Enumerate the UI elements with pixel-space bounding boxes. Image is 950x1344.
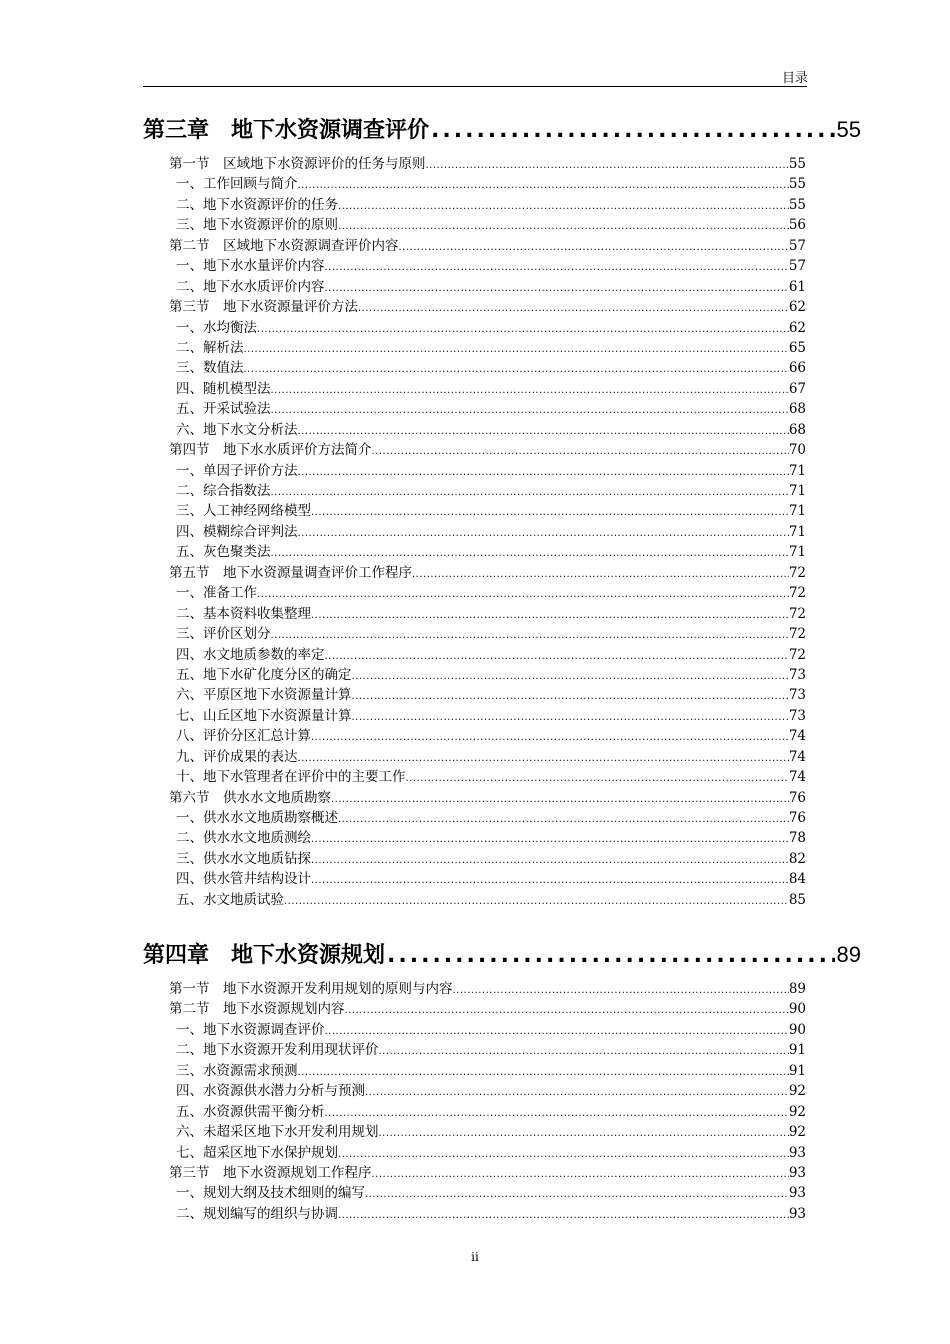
toc-item-entry[interactable] (169, 767, 806, 787)
entry-label: 二、供水水文地质测绘 (176, 830, 311, 847)
toc-section-entry[interactable] (169, 979, 806, 999)
dot-leader (372, 1165, 789, 1183)
entry-page: 71 (788, 483, 806, 499)
toc-item-entry[interactable] (169, 624, 806, 644)
entry-label: 第四节 地下水水质评价方法简介 (169, 442, 372, 459)
dot-leader (379, 1042, 789, 1060)
header-title: 目录 (781, 71, 808, 86)
toc-item-entry[interactable] (169, 645, 806, 665)
entry-label: 一、供水水文地质勘察概述 (176, 810, 338, 826)
entry-label: 十、地下水管理者在评价中的主要工作 (176, 769, 406, 786)
toc-section-entry[interactable] (169, 154, 806, 174)
dot-leader (298, 176, 789, 194)
toc-item-entry[interactable] (169, 215, 806, 235)
toc-item-entry[interactable] (169, 277, 806, 297)
entry-page: 93 (788, 1164, 806, 1181)
dot-leader (298, 463, 789, 481)
dot-leader (431, 118, 835, 143)
entry-page: 56 (788, 217, 806, 234)
entry-label: 三、地下水资源评价的原则 (176, 217, 338, 234)
toc-item-entry[interactable] (169, 1102, 806, 1122)
entry-page: 74 (788, 728, 806, 745)
entry-page: 72 (788, 646, 806, 663)
entry-page: 90 (788, 1001, 806, 1018)
entry-page: 72 (788, 626, 806, 643)
dot-leader (338, 197, 789, 215)
dot-leader (284, 892, 789, 910)
entry-label: 第三节 地下水资源量评价方法 (169, 299, 358, 316)
toc-item-entry[interactable] (169, 318, 806, 338)
chapter-heading[interactable] (143, 113, 861, 144)
entry-page: 61 (788, 278, 806, 295)
dot-leader (298, 524, 789, 542)
entry-page: 71 (788, 503, 806, 520)
toc-item-entry[interactable] (169, 1020, 806, 1040)
entry-label: 七、超采区地下水保护规划 (176, 1144, 338, 1161)
dot-leader (257, 585, 789, 603)
toc-section-entry[interactable] (169, 563, 806, 583)
dot-leader (338, 1145, 789, 1163)
dot-leader (325, 258, 789, 276)
toc-item-entry[interactable] (169, 399, 806, 419)
entry-label: 二、解析法 (176, 339, 244, 356)
toc-item-entry[interactable] (169, 195, 806, 215)
entry-label: 四、模糊综合评判法 (176, 523, 298, 540)
toc-item-entry[interactable] (169, 1143, 806, 1163)
entry-label: 六、地下水文分析法 (176, 421, 298, 438)
chapter-title: 第三章 地下水资源调查评价 (143, 118, 430, 143)
entry-page: 62 (788, 299, 806, 316)
dot-leader (271, 381, 789, 399)
entry-page: 55 (788, 176, 806, 193)
chapter-heading[interactable] (143, 938, 861, 969)
entry-label: 一、规划大纲及技术细则的编写 (176, 1185, 365, 1202)
dot-leader (311, 728, 789, 746)
entry-page: 73 (788, 707, 806, 724)
toc-item-entry[interactable] (169, 665, 806, 685)
entry-page: 55 (788, 196, 806, 213)
entry-label: 四、供水管井结构设计 (176, 871, 311, 888)
dot-leader (298, 749, 789, 767)
entry-label: 第二节 区域地下水资源调查评价内容 (169, 237, 399, 254)
entry-page: 82 (788, 850, 806, 867)
toc-item-entry[interactable] (169, 747, 806, 767)
entry-label: 四、随机模型法 (176, 380, 271, 397)
entry-label: 五、水资源供需平衡分析 (176, 1103, 325, 1120)
toc-section-entry[interactable] (169, 1163, 806, 1183)
toc-item-entry[interactable] (169, 501, 806, 521)
entry-label: 第一节 地下水资源开发利用规划的原则与内容 (169, 981, 453, 997)
dot-leader (352, 687, 789, 705)
dot-leader (325, 647, 789, 665)
dot-leader (345, 1001, 789, 1019)
entry-label: 二、地下水资源开发利用现状评价 (176, 1042, 379, 1059)
entry-label: 六、未超采区地下水开发利用规划 (176, 1124, 379, 1141)
dot-leader (325, 1022, 789, 1040)
toc-section-entry[interactable] (169, 999, 806, 1019)
dot-leader (311, 503, 789, 521)
entry-page: 62 (788, 319, 806, 336)
dot-leader (406, 769, 789, 787)
toc-item-entry[interactable] (169, 890, 806, 910)
entry-page: 71 (788, 462, 806, 479)
entry-page: 92 (788, 1124, 806, 1141)
chapter-title: 第四章 地下水资源规划 (143, 943, 386, 968)
entry-page: 78 (788, 830, 806, 847)
toc-item-entry[interactable] (169, 1122, 806, 1142)
dot-leader (271, 544, 789, 562)
entry-label: 第五节 地下水资源量调查评价工作程序 (169, 564, 412, 581)
dot-leader (311, 606, 789, 624)
entry-label: 一、地下水水量评价内容 (176, 258, 325, 275)
entry-label: 三、评价区划分 (176, 626, 271, 643)
entry-page: 74 (788, 748, 806, 765)
entry-page: 72 (788, 605, 806, 622)
toc-list (169, 979, 806, 1224)
entry-label: 三、数值法 (176, 360, 244, 377)
entry-label: 二、规划编写的组织与协调 (176, 1205, 338, 1222)
entry-label: 一、准备工作 (176, 585, 257, 602)
entry-label: 一、水均衡法 (176, 319, 257, 336)
entry-page: 70 (788, 442, 806, 459)
entry-page: 67 (788, 380, 806, 397)
toc-item-entry[interactable] (169, 685, 806, 705)
entry-page: 85 (788, 891, 806, 908)
entry-label: 第六节 供水水文地质勘察 (169, 789, 331, 806)
entry-label: 二、综合指数法 (176, 483, 271, 499)
toc-item-entry[interactable] (169, 358, 806, 378)
toc-item-entry[interactable] (169, 604, 806, 624)
toc-item-entry[interactable] (169, 869, 806, 889)
dot-leader (365, 1083, 789, 1101)
entry-page: 55 (788, 156, 806, 172)
dot-leader (298, 422, 789, 440)
entry-label: 七、山丘区地下水资源量计算 (176, 707, 352, 724)
entry-page: 73 (788, 687, 806, 704)
dot-leader (298, 1063, 789, 1081)
toc-section-entry[interactable] (169, 788, 806, 808)
entry-page: 91 (788, 1042, 806, 1059)
toc-item-entry[interactable] (169, 481, 806, 501)
dot-leader (325, 279, 789, 297)
entry-label: 二、地下水资源评价的任务 (176, 196, 338, 213)
entry-label: 六、平原区地下水资源量计算 (176, 687, 352, 704)
toc-item-entry[interactable] (169, 379, 806, 399)
toc-item-entry[interactable] (169, 542, 806, 562)
dot-leader (372, 442, 789, 460)
entry-page: 93 (788, 1205, 806, 1222)
dot-leader (387, 943, 835, 968)
toc-item-entry[interactable] (169, 1061, 806, 1081)
dot-leader (271, 626, 789, 644)
dot-leader (244, 340, 789, 358)
toc-section-entry[interactable] (169, 236, 806, 256)
entry-label: 二、地下水水质评价内容 (176, 278, 325, 295)
entry-label: 五、灰色聚类法 (176, 544, 271, 561)
entry-page: 84 (788, 871, 806, 888)
page-number: ii (471, 1250, 479, 1264)
entry-page: 92 (788, 1083, 806, 1100)
toc-item-entry[interactable] (169, 808, 806, 828)
toc-item-entry[interactable] (169, 1204, 806, 1224)
dot-leader (325, 1104, 789, 1122)
entry-page: 90 (788, 1021, 806, 1038)
toc-section-entry[interactable] (169, 297, 806, 317)
toc-item-entry[interactable] (169, 256, 806, 276)
entry-page: 68 (788, 401, 806, 418)
entry-label: 三、水资源需求预测 (176, 1062, 298, 1079)
dot-leader (311, 851, 789, 869)
dot-leader (379, 1124, 789, 1142)
entry-page: 89 (788, 981, 806, 997)
entry-label: 一、工作回顾与简介 (176, 176, 298, 193)
dot-leader (358, 299, 789, 317)
toc-item-entry[interactable] (169, 1040, 806, 1060)
header-rule (143, 86, 807, 87)
entry-page: 72 (788, 585, 806, 602)
entry-label: 四、水资源供水潜力分析与预测 (176, 1083, 365, 1100)
toc-item-entry[interactable] (169, 1183, 806, 1203)
entry-page: 71 (788, 544, 806, 561)
toc-item-entry[interactable] (169, 338, 806, 358)
toc-section-entry[interactable] (169, 440, 806, 460)
toc-item-entry[interactable] (169, 461, 806, 481)
chapter-page: 89 (836, 942, 861, 967)
entry-label: 一、地下水资源调查评价 (176, 1021, 325, 1038)
entry-label: 八、评价分区汇总计算 (176, 728, 311, 745)
toc-item-entry[interactable] (169, 849, 806, 869)
entry-label: 五、水文地质试验 (176, 891, 284, 908)
entry-label: 第二节 地下水资源规划内容 (169, 1001, 345, 1018)
dot-leader (352, 667, 789, 685)
entry-page: 57 (788, 258, 806, 275)
entry-page: 93 (788, 1185, 806, 1202)
entry-page: 92 (788, 1103, 806, 1120)
entry-label: 四、水文地质参数的率定 (176, 646, 325, 663)
entry-page: 91 (788, 1062, 806, 1079)
entry-page: 76 (788, 789, 806, 806)
dot-leader (331, 790, 789, 808)
entry-label: 三、供水水文地质钻探 (176, 850, 311, 867)
dot-leader (426, 156, 789, 174)
chapter-page: 55 (836, 117, 861, 142)
dot-leader (257, 320, 789, 338)
entry-page: 72 (788, 564, 806, 581)
dot-leader (311, 830, 789, 848)
toc-item-entry[interactable] (169, 726, 806, 746)
entry-label: 三、人工神经网络模型 (176, 503, 311, 520)
entry-page: 93 (788, 1144, 806, 1161)
entry-page: 68 (788, 421, 806, 438)
entry-label: 五、地下水矿化度分区的确定 (176, 666, 352, 683)
entry-page: 76 (788, 810, 806, 826)
toc-item-entry[interactable] (169, 174, 806, 194)
dot-leader (399, 238, 789, 256)
dot-leader (352, 708, 789, 726)
dot-leader (338, 1206, 789, 1224)
entry-page: 74 (788, 769, 806, 786)
entry-page: 71 (788, 523, 806, 540)
entry-page: 57 (788, 237, 806, 254)
toc-list (169, 154, 806, 910)
dot-leader (271, 401, 789, 419)
entry-page: 65 (788, 339, 806, 356)
toc-item-entry[interactable] (169, 522, 806, 542)
entry-page: 73 (788, 666, 806, 683)
dot-leader (338, 217, 789, 235)
entry-label: 二、基本资料收集整理 (176, 605, 311, 622)
dot-leader (271, 483, 789, 501)
dot-leader (338, 810, 789, 828)
entry-page: 66 (788, 360, 806, 377)
dot-leader (244, 360, 789, 378)
dot-leader (311, 871, 789, 889)
dot-leader (365, 1185, 789, 1203)
toc-item-entry[interactable] (169, 1081, 806, 1101)
entry-label: 第三节 地下水资源规划工作程序 (169, 1164, 372, 1181)
toc-item-entry[interactable] (169, 583, 806, 603)
dot-leader (453, 981, 789, 999)
toc-item-entry[interactable] (169, 828, 806, 848)
toc-item-entry[interactable] (169, 706, 806, 726)
dot-leader (412, 565, 789, 583)
entry-label: 第一节 区域地下水资源评价的任务与原则 (169, 156, 426, 172)
entry-label: 一、单因子评价方法 (176, 462, 298, 479)
entry-label: 九、评价成果的表达 (176, 748, 298, 765)
entry-label: 五、开采试验法 (176, 401, 271, 418)
toc-item-entry[interactable] (169, 420, 806, 440)
